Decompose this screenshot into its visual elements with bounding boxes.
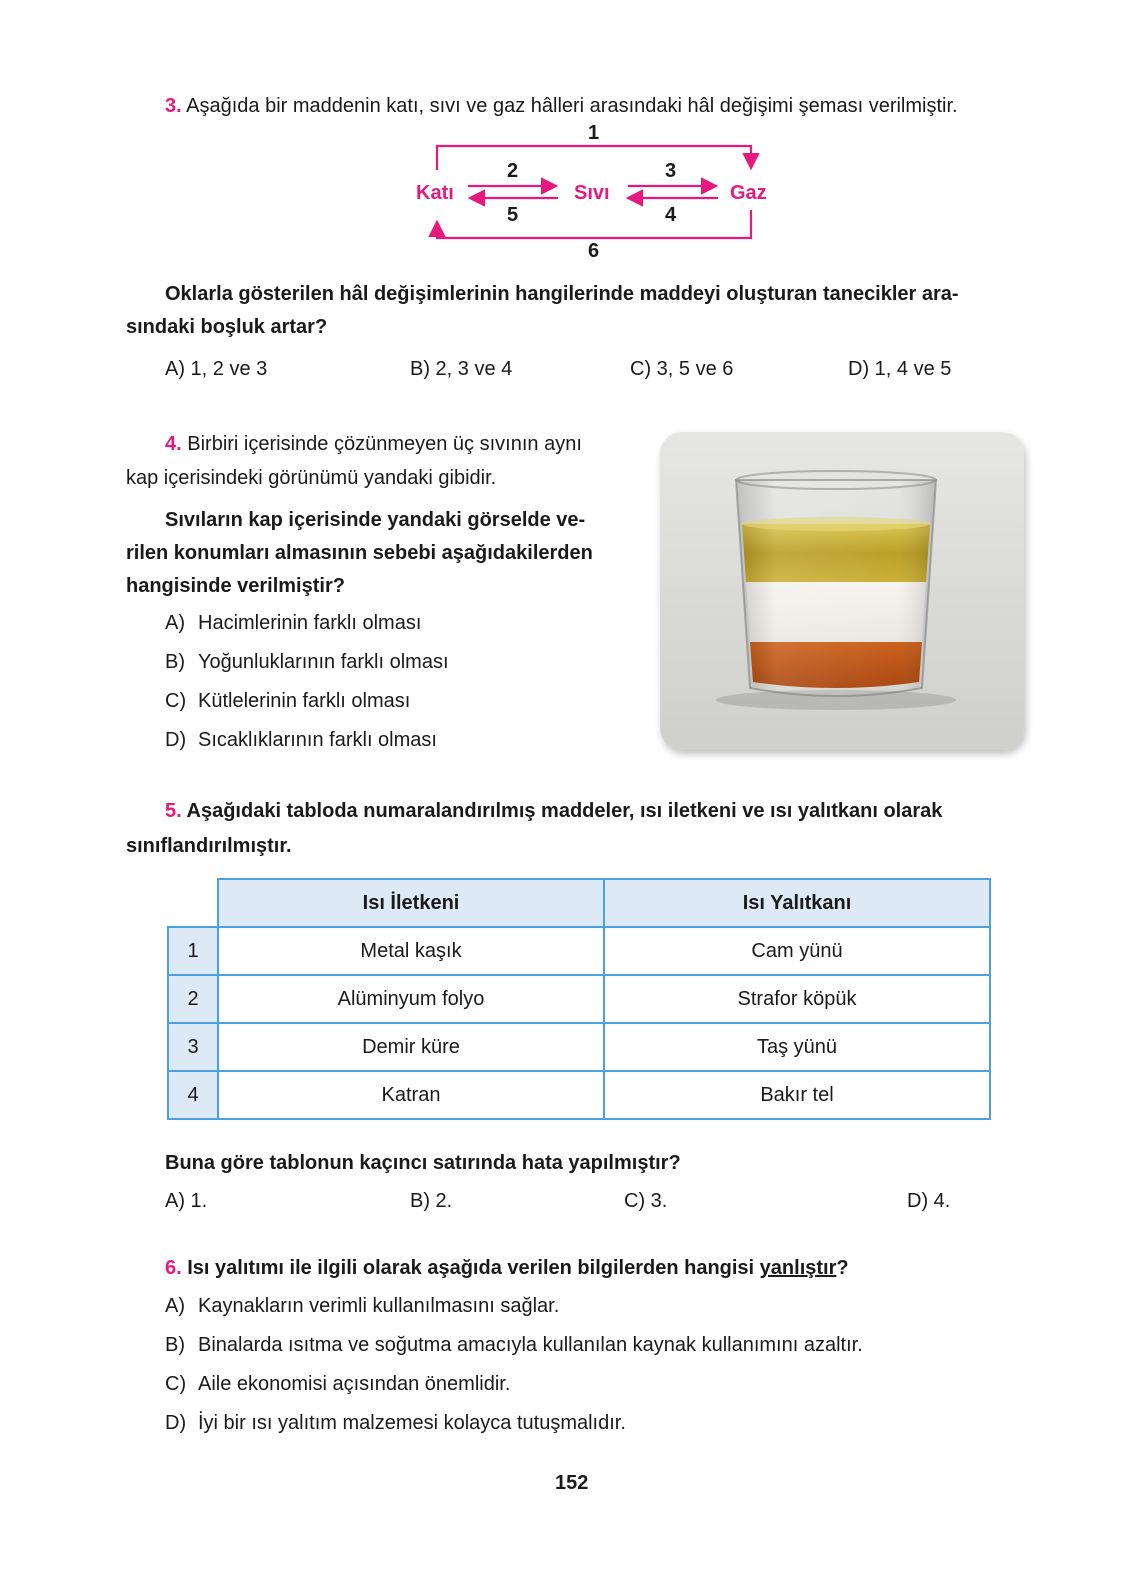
arrow-label-4: 4 [665,204,677,226]
q4-option-c-key: C) [165,690,187,712]
q6-option-a-key: A) [165,1295,185,1317]
q4-option-b-key: B) [165,651,185,673]
q4-option-b[interactable] [165,651,449,674]
q6-option-b[interactable] [165,1334,863,1357]
state-gas: Gaz [730,182,767,204]
state-liquid: Sıvı [574,182,610,204]
arrow-1 [437,146,751,170]
arrow-label-6: 6 [588,240,600,262]
q4-question-line2: rilen konumları almasının sebebi aşağıdakilerden [126,542,593,564]
phase-change-diagram [412,122,792,268]
q6-option-c[interactable] [165,1373,510,1396]
q6-option-d-key: D) [165,1412,187,1434]
header-conductor: Isı İletkeni [218,879,604,927]
q3-question-line2: sındaki boşluk artar? [126,316,328,338]
q6-option-c-text: Aile ekonomisi açısından önemlidir. [198,1373,511,1395]
q6-option-a[interactable] [165,1295,559,1318]
q4-option-d-key: D) [165,729,187,751]
q5-intro-text: Aşağıdaki tabloda numaralandırılmış maddeler, ısı iletkeni ve ısı yalıtkanı olarak [186,800,943,822]
q5-option-a[interactable]: A) 1. [165,1190,208,1212]
q4-intro-text: Birbiri içerisinde çözünmeyen üç sıvının aynı [187,433,582,455]
q3-intro [165,94,958,118]
q6-question-post: ? [836,1257,849,1279]
q4-number: 4. [165,433,182,455]
q6-question-pre: Isı yalıtımı ile ilgili olarak aşağıda verilen bilgilerden hangisi [187,1257,760,1279]
row-number: 2 [168,975,218,1023]
q4-intro-line2: kap içerisindeki görünümü yandaki gibidir. [126,467,497,489]
q6-option-d[interactable] [165,1412,626,1435]
q5-option-d[interactable]: D) 4. [907,1190,951,1212]
q5-option-b[interactable]: B) 2. [410,1190,453,1212]
q5-option-c[interactable]: C) 3. [624,1190,668,1212]
q4-intro-line1 [165,432,582,456]
state-solid: Katı [416,182,454,204]
cell-insulator: Strafor köpük [604,975,990,1023]
q4-option-d[interactable] [165,729,437,752]
q6-question-emph: yanlıştır [759,1257,837,1279]
table-row [168,975,990,1023]
table-row [168,1071,990,1119]
q3-question-line1: Oklarla gösterilen hâl değişimlerinin hangilerinde maddeyi oluşturan tanecikler ara- [165,283,959,305]
cell-insulator: Cam yünü [604,927,990,975]
q4-option-c[interactable] [165,690,410,713]
page-number: 152 [555,1472,589,1494]
q6-number: 6. [165,1257,182,1279]
q4-option-c-text: Kütlelerinin farklı olması [198,690,411,712]
q5-intro-line1 [165,799,942,823]
cell-conductor: Demir küre [218,1023,604,1071]
cell-conductor: Alüminyum folyo [218,975,604,1023]
q3-number: 3. [165,95,182,117]
q4-option-a-key: A) [165,612,185,634]
q5-number: 5. [165,800,182,822]
q4-option-a-text: Hacimlerinin farklı olması [198,612,422,634]
row-number: 4 [168,1071,218,1119]
q6-option-c-key: C) [165,1373,187,1395]
q3-option-c[interactable]: C) 3, 5 ve 6 [630,358,734,380]
q3-option-d[interactable]: D) 1, 4 ve 5 [848,358,952,380]
q5-intro-line2: sınıflandırılmıştır. [126,835,292,857]
arrow-label-1: 1 [588,122,600,144]
cell-conductor: Katran [218,1071,604,1119]
q5-question: Buna göre tablonun kaçıncı satırında hata yapılmıştır? [165,1152,681,1174]
table-header-row [168,879,990,927]
table-corner [168,879,218,927]
header-insulator: Isı Yalıtkanı [604,879,990,927]
glass-illustration [660,432,1024,750]
cell-insulator: Taş yünü [604,1023,990,1071]
q6-option-b-text: Binalarda ısıtma ve soğutma amacıyla kullanılan kaynak kullanımını azaltır. [198,1334,863,1356]
q3-intro-text: Aşağıda bir maddenin katı, sıvı ve gaz hâlleri arasındaki hâl değişimi şeması verilmiştir. [186,95,958,117]
q4-question-line1: Sıvıların kap içerisinde yandaki görselde ve- [165,509,586,531]
q6-question [165,1256,849,1280]
cell-insulator: Bakır tel [604,1071,990,1119]
q6-option-a-text: Kaynakların verimli kullanılmasını sağlar. [198,1295,560,1317]
q6-option-d-text: İyi bir ısı yalıtım malzemesi kolayca tutuşmalıdır. [198,1412,626,1434]
cell-conductor: Metal kaşık [218,927,604,975]
row-number: 1 [168,927,218,975]
q3-option-b[interactable]: B) 2, 3 ve 4 [410,358,513,380]
q4-option-d-text: Sıcaklıklarının farklı olması [198,729,437,751]
heat-table [167,878,991,1120]
q4-option-b-text: Yoğunluklarının farklı olması [198,651,449,673]
arrow-label-2: 2 [507,160,519,182]
q4-question-line3: hangisinde verilmiştir? [126,575,345,597]
arrow-label-5: 5 [507,204,519,226]
q6-option-b-key: B) [165,1334,185,1356]
q4-option-a[interactable] [165,612,421,635]
table-row [168,1023,990,1071]
row-number: 3 [168,1023,218,1071]
table-row [168,927,990,975]
layered-liquids-photo [660,432,1024,750]
arrow-6 [437,210,751,238]
arrow-label-3: 3 [665,160,677,182]
q3-option-a[interactable]: A) 1, 2 ve 3 [165,358,268,380]
